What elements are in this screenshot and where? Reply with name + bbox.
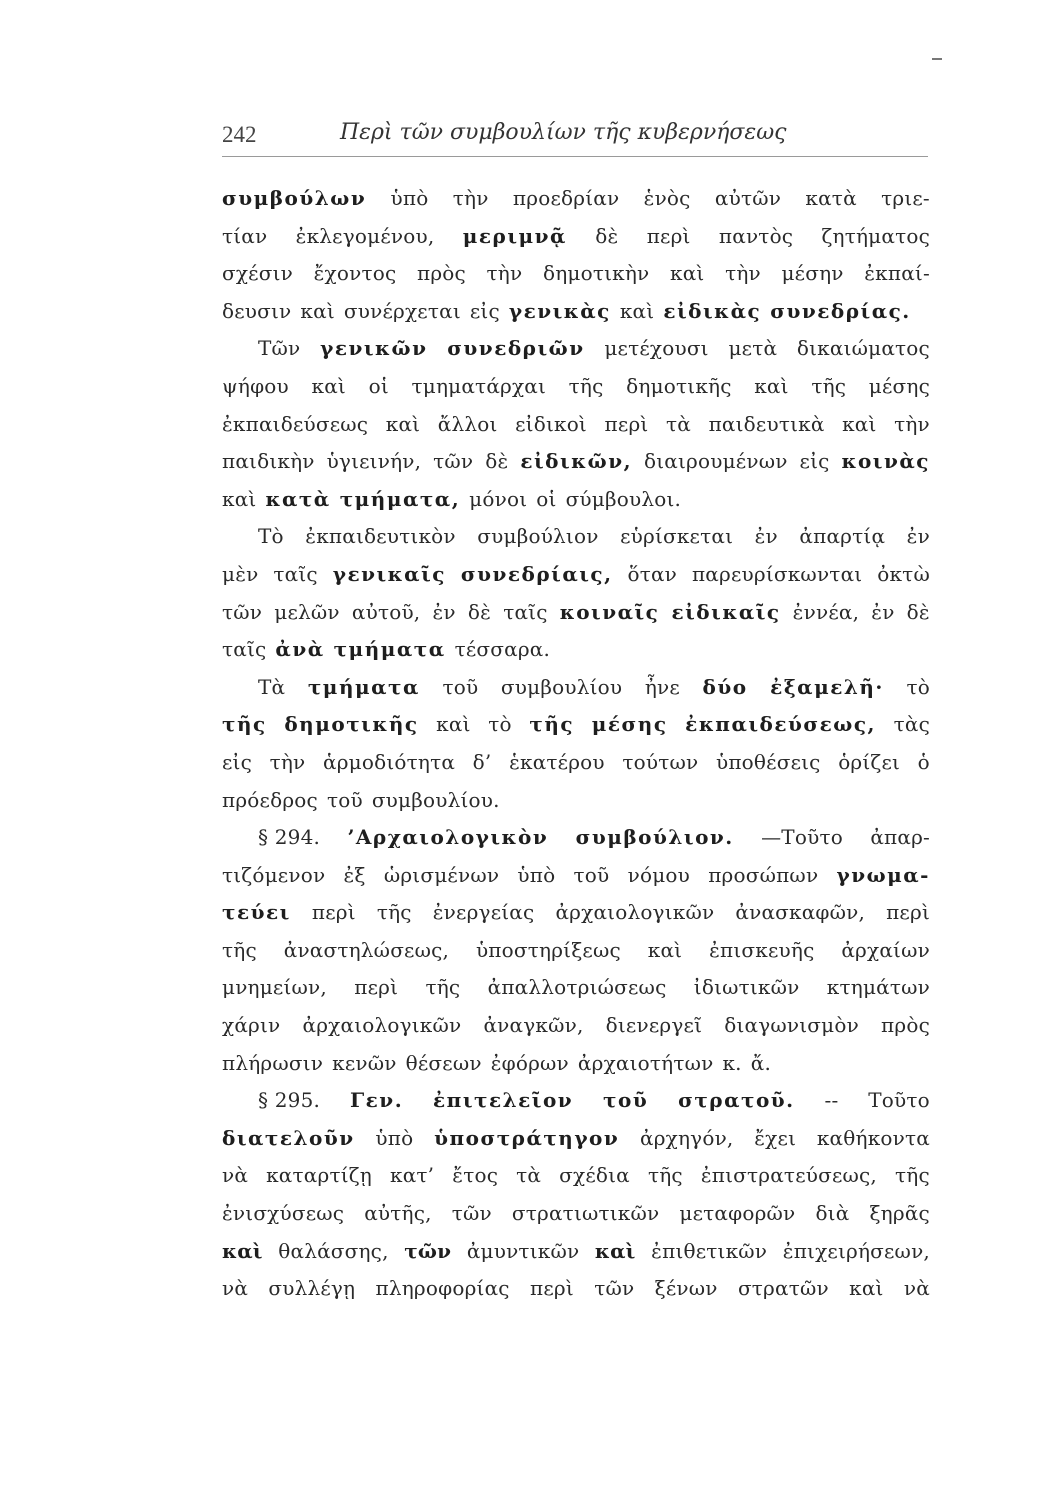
word: κενῶν	[332, 1050, 397, 1075]
word: καὶ	[849, 1276, 884, 1301]
word: ἀπαρ-	[870, 825, 930, 850]
word: τῶν	[222, 599, 263, 624]
word: καὶ	[670, 261, 705, 286]
emphasized-word: συνεδρίαις,	[460, 561, 613, 586]
word: ἐξ	[343, 862, 366, 887]
emphasized-word: ἐξαμελῆ·	[770, 674, 884, 699]
emphasized-word: δημοτικῆς	[284, 712, 419, 737]
emphasized-word: εἰδικὰς	[663, 298, 762, 323]
word: —Τοῦτο	[761, 825, 843, 850]
word: τῆς	[425, 975, 461, 1000]
chapter-title: Περὶ τῶν συμβουλίων τῆς κυβερνήσεως	[340, 120, 787, 145]
text-line	[222, 481, 930, 519]
word: τῆς	[647, 1163, 683, 1188]
word: τὴν	[894, 411, 930, 436]
word: δ’	[472, 749, 492, 774]
emphasized-word: τοῦ	[603, 1088, 649, 1113]
word: κατ’	[390, 1163, 435, 1188]
word: Τῶν	[258, 336, 301, 361]
text-line	[222, 293, 930, 331]
word: τιζόμενον	[222, 862, 326, 887]
word: ἀνασκαφῶν,	[735, 900, 866, 925]
word: οἱ	[368, 373, 389, 398]
emphasized-word: συμβούλων	[222, 186, 367, 210]
word: νὰ	[903, 1276, 930, 1301]
word: δὲ	[485, 449, 509, 474]
emphasized-word: μέσης	[591, 712, 668, 737]
word: ἐφόρων	[490, 1050, 569, 1075]
word: περὶ	[529, 1276, 574, 1301]
word: ἀμυντικῶν	[466, 1238, 580, 1263]
word: ἐπιθετικῶν	[651, 1238, 768, 1263]
word: δὲ	[467, 599, 492, 624]
word: διενεργεῖ	[605, 1013, 703, 1038]
word: συμβουλίου.	[371, 787, 500, 812]
word: ζητήματος	[821, 223, 930, 248]
emphasized-word: τῆς	[529, 712, 575, 737]
word: ἐπιχειρήσεων,	[782, 1238, 930, 1263]
word: δὲ	[595, 223, 619, 248]
word: σχέδια	[559, 1163, 630, 1188]
word: προσώπων	[708, 862, 819, 887]
word: ἔτος	[452, 1163, 499, 1188]
word: ἑνὸς	[643, 186, 691, 210]
word: τέσσαρα.	[454, 637, 551, 662]
word: ξηρᾶς	[869, 1201, 930, 1226]
word: μετέχουσι	[604, 336, 709, 361]
emphasized-word: δύο	[702, 674, 748, 699]
emphasized-word: συνεδριῶν	[447, 336, 585, 361]
text-line	[222, 1157, 930, 1195]
header-rule	[222, 156, 928, 157]
emphasized-word: γενικαῖς	[332, 561, 446, 586]
word: ἑκατέρου	[509, 749, 605, 774]
word: νὰ	[222, 1163, 249, 1188]
text-line	[222, 556, 930, 594]
word: πληροφορίας	[375, 1276, 510, 1301]
text-line	[222, 1120, 930, 1158]
word: δὲ	[906, 599, 930, 624]
word: μὲν	[222, 561, 259, 586]
word: δημοτικῆς	[626, 373, 732, 398]
word: χάριν	[222, 1013, 281, 1038]
word: καὶ	[754, 373, 789, 398]
word: πρὸς	[881, 1013, 930, 1038]
text-line	[222, 1270, 930, 1308]
emphasized-word: κοινὰς	[841, 449, 930, 474]
word: παρευρίσκωνται	[691, 561, 863, 586]
word: ἐκπαιδευτικὸν	[305, 524, 456, 549]
word: ἐκπαί-	[864, 261, 930, 286]
text-line	[222, 594, 930, 632]
text-line	[222, 330, 930, 368]
word: τῆς	[222, 937, 257, 962]
emphasized-word: τῶν	[404, 1238, 452, 1263]
word: --	[824, 1088, 839, 1113]
word: ὁρίζει	[838, 749, 901, 774]
text-line	[222, 744, 930, 782]
word: ἀναστηλώσεως,	[283, 937, 450, 962]
word: ἀρχηγόν,	[640, 1125, 734, 1150]
word: πρὸς	[416, 261, 466, 286]
word: Τοῦτο	[868, 1088, 930, 1113]
word: τῶν	[451, 1201, 492, 1226]
word: μόνοι	[469, 486, 528, 511]
word: δημοτικὴν	[542, 261, 650, 286]
word: καὶ	[842, 411, 877, 436]
word: διαιρουμένων	[644, 449, 788, 474]
text-line	[222, 368, 930, 406]
text-line	[222, 706, 930, 744]
word: Τὸ	[258, 524, 284, 549]
word: τὴν	[486, 261, 523, 286]
emphasized-word: κατὰ	[265, 486, 331, 511]
word: εἰδικοὶ	[515, 411, 587, 436]
text-line	[222, 932, 930, 970]
word: περὶ	[311, 900, 356, 925]
word: σχέσιν	[222, 261, 293, 286]
word: τὸ	[906, 674, 930, 699]
word: ἐπισκευῆς	[709, 937, 815, 962]
word: εἰς	[469, 298, 500, 323]
word: ὑποστηρίξεως	[475, 937, 621, 962]
word: μνημείων,	[222, 975, 327, 1000]
word: τὴν	[452, 186, 489, 210]
word: τῆς	[376, 900, 412, 925]
word: ὀκτὼ	[877, 561, 930, 586]
word: τῆς	[568, 373, 604, 398]
word: ἐπιστρατεύσεως,	[700, 1163, 877, 1188]
text-line	[222, 782, 930, 820]
emphasized-word: γενικὰς	[508, 298, 611, 323]
word: ὑπὸ	[390, 186, 429, 210]
word: ξένων	[654, 1276, 718, 1301]
word: παιδευτικὰ	[708, 411, 825, 436]
word: τὸ	[488, 712, 512, 737]
emphasized-word: τμήματα	[307, 674, 420, 699]
word: ἁρμοδιότητα	[323, 749, 456, 774]
word: ὡρισμένων	[383, 862, 500, 887]
word: ἀρχαιοτήτων	[577, 1050, 714, 1075]
word: μελῶν	[274, 599, 340, 624]
text-line	[222, 1045, 930, 1083]
word: ἐν	[432, 599, 456, 624]
emphasized-word: τῆς	[222, 712, 267, 737]
word: μέσης	[868, 373, 930, 398]
word: § 294.	[258, 825, 321, 850]
text-line	[222, 1007, 930, 1045]
word: ἀρχαιολογικῶν	[302, 1013, 462, 1038]
running-header	[222, 118, 928, 158]
word: οἱ	[536, 486, 557, 511]
word: στρατιωτικῶν	[511, 1201, 660, 1226]
emphasized-word: ἀνὰ	[275, 637, 325, 662]
emphasized-word: κοιναῖς	[559, 599, 660, 624]
page-corner-mark	[932, 58, 942, 60]
word: μεταφορῶν	[679, 1201, 796, 1226]
text-line	[222, 255, 930, 293]
word: ἀναγκῶν,	[483, 1013, 584, 1038]
word: πλήρωσιν	[222, 1050, 324, 1075]
word: Τὰ	[258, 674, 286, 699]
word: ταῖς	[222, 637, 267, 662]
word: ταῖς	[273, 561, 318, 586]
text-line	[222, 857, 930, 895]
word: καταρτίζῃ	[266, 1163, 372, 1188]
word: ὑπὸ	[375, 1125, 414, 1150]
page-number: 242	[222, 122, 257, 147]
emphasized-word: ὑποστράτηγον	[434, 1125, 620, 1150]
word: περὶ	[886, 900, 930, 925]
emphasized-word: τμήματα,	[339, 486, 461, 511]
word: ἰδιωτικῶν	[693, 975, 800, 1000]
emphasized-word: συμβούλιον.	[575, 825, 734, 850]
word: νὰ	[222, 1276, 249, 1301]
word: συλλέγῃ	[268, 1276, 356, 1301]
emphasized-word: διατελοῦν	[222, 1125, 355, 1150]
word: παιδικὴν	[222, 449, 315, 474]
word: καὶ	[619, 298, 655, 323]
text-line	[222, 819, 930, 857]
word: μετὰ	[728, 336, 778, 361]
text-line	[222, 180, 930, 218]
word: αὐτῆς,	[364, 1201, 432, 1226]
word: μέσην	[781, 261, 844, 286]
word: αὐτοῦ,	[351, 599, 421, 624]
word: ταῖς	[503, 599, 548, 624]
emphasized-word: στρατοῦ.	[678, 1088, 795, 1113]
word: τὰ	[516, 1163, 542, 1188]
word: ψήφου	[222, 373, 289, 398]
emphasized-word: εἰδικαῖς	[671, 599, 781, 624]
emphasized-word: συνεδρίας.	[770, 298, 911, 323]
text-line	[222, 669, 930, 707]
word: θαλάσσης,	[278, 1238, 389, 1263]
word: διὰ	[815, 1201, 850, 1226]
word: ἀρχαιολογικῶν	[555, 900, 715, 925]
word: ἐκπαιδεύσεως	[222, 411, 369, 436]
word: καὶ	[311, 373, 346, 398]
word: ἐκλεγομένου,	[295, 223, 435, 248]
word: αὐτῶν	[714, 186, 782, 210]
word: κτημάτων	[826, 975, 930, 1000]
word: τὰ	[666, 411, 691, 436]
word: ἐν	[754, 524, 778, 549]
word: τῶν	[594, 1276, 635, 1301]
word: καὶ	[436, 712, 471, 737]
word: τὰς	[893, 712, 930, 737]
word: τούτων	[622, 749, 699, 774]
word: ὁ	[917, 749, 930, 774]
word: ἀρχαίων	[841, 937, 930, 962]
word: ἀπαρτίᾳ	[799, 524, 886, 549]
body-text	[222, 180, 930, 1308]
word: ὑπὸ	[517, 862, 556, 887]
word: τῆς	[811, 373, 847, 398]
text-line	[222, 1233, 930, 1271]
emphasized-word: ’Αρχαιολογικὸν	[347, 825, 549, 850]
word: ἄ.	[750, 1050, 772, 1075]
emphasized-word: Γεν.	[349, 1088, 404, 1113]
word: θέσεων	[405, 1050, 482, 1075]
word: ἦνε	[644, 674, 680, 699]
word: ἔχοντος	[313, 261, 397, 286]
word: § 295.	[258, 1088, 321, 1113]
text-line	[222, 1082, 930, 1120]
word: περὶ	[646, 223, 691, 248]
text-line	[222, 406, 930, 444]
word: κ.	[722, 1050, 742, 1075]
word: τῆς	[895, 1163, 930, 1188]
emphasized-word: εἰδικῶν,	[520, 449, 633, 474]
word: πρόεδρος	[222, 787, 318, 812]
word: ὑγιεινήν,	[326, 449, 422, 474]
word: τὴν	[725, 261, 761, 286]
word: δικαιώματος	[796, 336, 930, 361]
emphasized-word: τεύει	[222, 900, 291, 925]
word: τμηματάρχαι	[411, 373, 547, 398]
text-line	[222, 969, 930, 1007]
emphasized-word: τμήματα	[333, 637, 446, 662]
word: ὅταν	[627, 561, 678, 586]
emphasized-word: μεριμνᾷ	[462, 223, 567, 248]
text-line	[222, 518, 930, 556]
text-line	[222, 443, 930, 481]
emphasized-word: καὶ	[222, 1238, 263, 1263]
word: ἄλλοι	[437, 411, 498, 436]
word: καὶ	[300, 298, 335, 323]
word: καὶ	[647, 937, 683, 962]
word: συμβούλιον	[477, 524, 599, 549]
word: τῶν	[433, 449, 474, 474]
word: συμβουλίου	[500, 674, 623, 699]
word: ἀπαλλοτριώσεως	[487, 975, 667, 1000]
word: εἰς	[222, 749, 253, 774]
text-line	[222, 1195, 930, 1233]
word: ὑποθέσεις	[715, 749, 821, 774]
word: καθήκοντα	[816, 1125, 930, 1150]
word: τίαν	[222, 223, 268, 248]
word: παντὸς	[718, 223, 794, 248]
word: τριε-	[881, 186, 930, 210]
emphasized-word: ἐκπαιδεύσεως,	[685, 712, 876, 737]
word: εὑρίσκεται	[620, 524, 734, 549]
word: νόμου	[627, 862, 690, 887]
word: ἐννέα,	[792, 599, 860, 624]
word: περὶ	[604, 411, 649, 436]
word: στρατῶν	[737, 1276, 829, 1301]
word: τοῦ	[326, 787, 363, 812]
word: προεδρίαν	[512, 186, 620, 210]
word: σύμβουλοι.	[565, 486, 682, 511]
word: καὶ	[222, 486, 257, 511]
word: τοῦ	[442, 674, 479, 699]
word: ἔχει	[754, 1125, 797, 1150]
word: καὶ	[385, 411, 421, 436]
word: τὴν	[269, 749, 306, 774]
word: ἐνεργείας	[432, 900, 535, 925]
word: συνέρχεται	[343, 298, 461, 323]
text-line	[222, 894, 930, 932]
word: ἐνισχύσεως	[222, 1201, 345, 1226]
word: περὶ	[354, 975, 399, 1000]
word: δευσιν	[222, 298, 292, 323]
word: ἐν	[871, 599, 895, 624]
emphasized-word: γνωμα-	[836, 862, 930, 887]
emphasized-word: γενικῶν	[320, 336, 428, 361]
word: ἐν	[906, 524, 930, 549]
emphasized-word: ἐπιτελεῖον	[433, 1088, 574, 1113]
emphasized-word: καὶ	[594, 1238, 636, 1263]
word: κατὰ	[805, 186, 857, 210]
word: διαγωνισμὸν	[724, 1013, 859, 1038]
word: εἰς	[799, 449, 830, 474]
text-line	[222, 218, 930, 256]
text-line	[222, 631, 930, 669]
word: τοῦ	[573, 862, 610, 887]
